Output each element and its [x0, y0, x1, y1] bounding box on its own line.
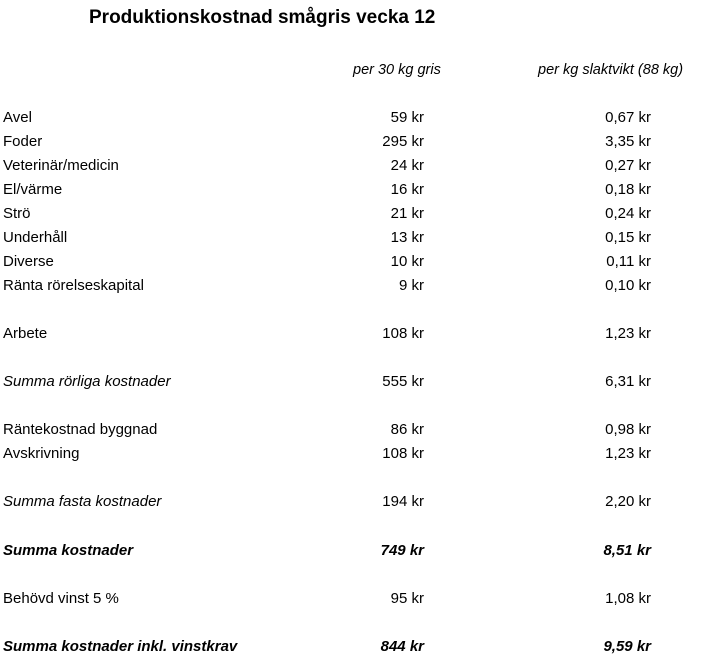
per-kg-value: 8,51 kr — [603, 542, 651, 559]
table-row — [0, 179, 711, 201]
row-label: Räntekostnad byggnad — [3, 421, 158, 438]
table-row — [0, 419, 711, 441]
table-row — [0, 371, 711, 393]
per-pig-value: 16 kr — [390, 181, 424, 198]
row-label: El/värme — [3, 181, 63, 198]
per-kg-value: 6,31 kr — [605, 373, 651, 390]
row-label: Summa fasta kostnader — [3, 493, 162, 510]
table-row — [0, 588, 711, 610]
table-row — [0, 540, 711, 562]
table-row — [0, 251, 711, 273]
per-kg-value: 0,15 kr — [605, 229, 651, 246]
per-pig-value: 844 kr — [380, 638, 424, 655]
page-title: Produktionskostnad smågris vecka 12 — [89, 7, 436, 28]
per-pig-value: 108 kr — [382, 445, 424, 462]
per-pig-value: 555 kr — [382, 373, 424, 390]
table-row — [0, 636, 711, 658]
per-pig-value: 749 kr — [380, 542, 424, 559]
row-label: Ränta rörelseskapital — [3, 277, 144, 294]
column-header-per-kg: per kg slaktvikt (88 kg) — [538, 62, 684, 78]
per-kg-value: 2,20 kr — [605, 493, 651, 510]
row-label: Arbete — [3, 325, 48, 342]
row-label: Avel — [3, 109, 32, 126]
per-pig-value: 295 kr — [382, 133, 424, 150]
per-pig-value: 59 kr — [390, 109, 424, 126]
row-label: Summa rörliga kostnader — [3, 373, 171, 390]
per-kg-value: 0,11 kr — [606, 253, 651, 270]
row-label: Underhåll — [3, 229, 68, 246]
per-pig-value: 9 kr — [398, 277, 424, 294]
per-kg-value: 1,23 kr — [605, 445, 651, 462]
table-row — [0, 227, 711, 249]
per-kg-value: 1,23 kr — [605, 325, 651, 342]
per-kg-value: 1,08 kr — [605, 590, 651, 607]
row-label: Avskrivning — [3, 445, 80, 462]
row-label: Behövd vinst 5 % — [3, 590, 119, 607]
per-kg-value: 0,27 kr — [605, 157, 651, 174]
per-pig-value: 13 kr — [390, 229, 424, 246]
per-kg-value: 0,18 kr — [605, 181, 651, 198]
row-label: Strö — [3, 205, 31, 222]
per-pig-value: 86 kr — [390, 421, 424, 438]
table-row — [0, 131, 711, 153]
per-kg-value: 3,35 kr — [605, 133, 651, 150]
per-pig-value: 10 kr — [390, 253, 424, 270]
per-kg-value: 0,24 kr — [605, 205, 651, 222]
table-row — [0, 443, 711, 465]
per-pig-value: 21 kr — [390, 205, 424, 222]
per-pig-value: 24 kr — [390, 157, 424, 174]
row-label: Foder — [3, 133, 43, 150]
table-row — [0, 107, 711, 129]
row-label: Veterinär/medicin — [3, 157, 119, 174]
per-kg-value: 0,98 kr — [605, 421, 651, 438]
per-kg-value: 0,10 kr — [605, 277, 651, 294]
table-row — [0, 155, 711, 177]
table-row — [0, 323, 711, 345]
row-label: Diverse — [3, 253, 54, 270]
row-label: Summa kostnader — [3, 542, 134, 559]
per-pig-value: 95 kr — [390, 590, 424, 607]
per-pig-value: 194 kr — [382, 493, 424, 510]
table-row — [0, 203, 711, 225]
per-kg-value: 9,59 kr — [603, 638, 651, 655]
per-kg-value: 0,67 kr — [605, 109, 651, 126]
row-label: Summa kostnader inkl. vinstkrav — [3, 638, 238, 655]
column-header-per-pig: per 30 kg gris — [353, 62, 441, 78]
table-row — [0, 275, 711, 297]
table-row — [0, 491, 711, 513]
per-pig-value: 108 kr — [382, 325, 424, 342]
